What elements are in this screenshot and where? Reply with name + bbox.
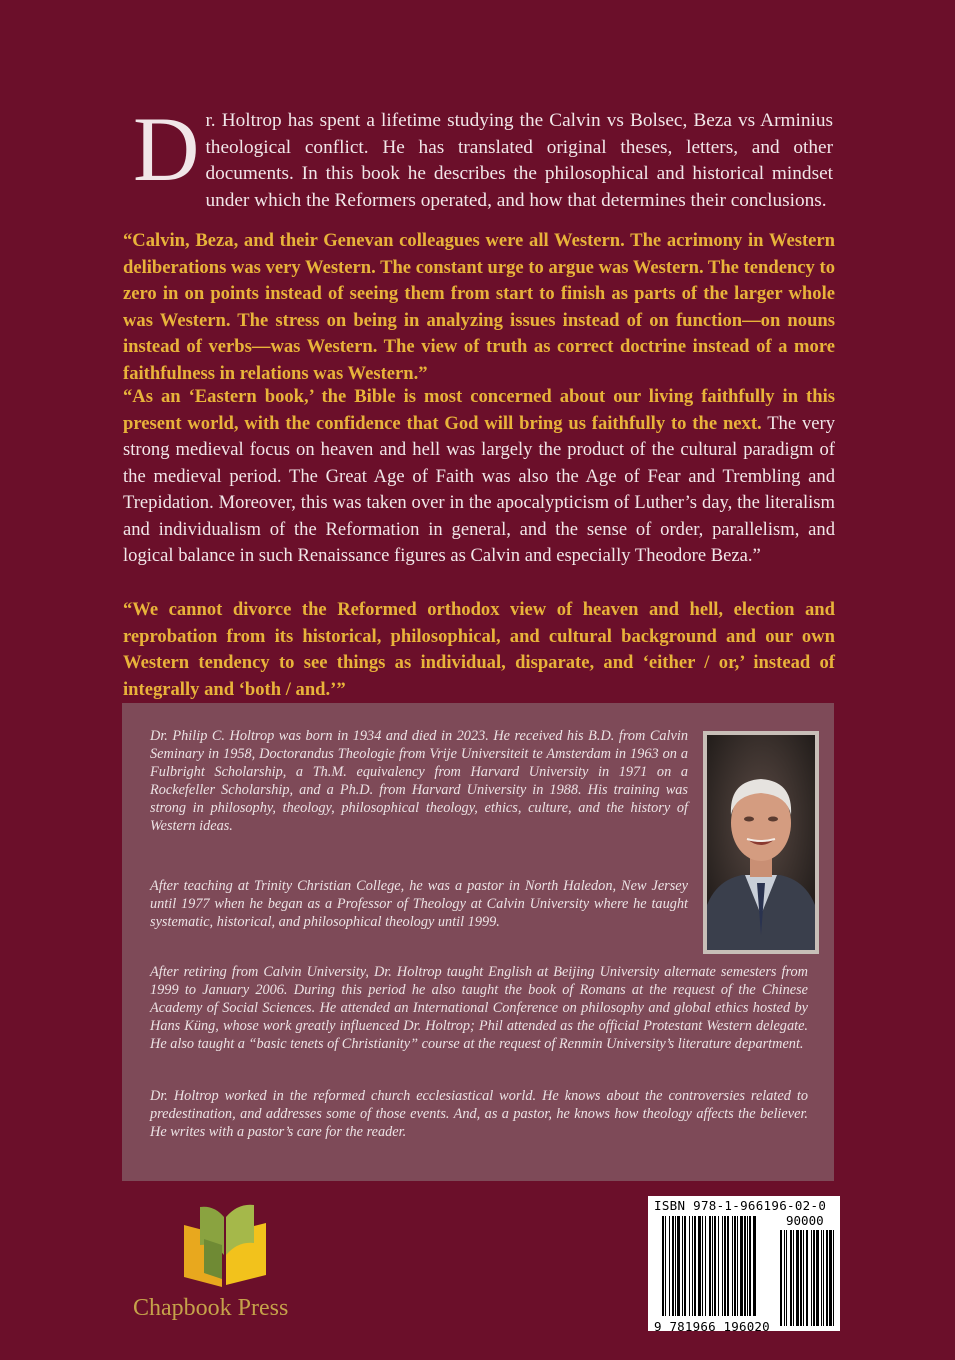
barcode-addon-bar (811, 1230, 812, 1326)
barcode-bar (662, 1216, 664, 1316)
barcode-addon-bar (813, 1230, 815, 1326)
barcode-bar (682, 1216, 683, 1316)
barcode-addon-bar (790, 1230, 792, 1326)
barcode-addon-bar (829, 1230, 832, 1326)
barcode-addon-bar (806, 1230, 808, 1326)
barcode-addon-bar (816, 1230, 819, 1326)
barcode-bar (714, 1216, 716, 1316)
isbn-label: ISBN 978-1-966196-02-0 (654, 1198, 827, 1213)
quote-western: “Calvin, Beza, and their Genevan colleagues were all Western. The acrimony in Western deliberations was very Western. The constant urge to argue was Western. The tendency to zero in on points instead of seeing them from start to finish as parts of the larger whole was Western. The stress on being in analyzing issues instead of on function—on nouns instead of verbs—was Western. The view of truth as correct doctrine instead of a more faithfulness in relations was Western.” (123, 230, 835, 384)
quote-eastern-highlight: “As an ‘Eastern book,’ the Bible is most concerned about our living faithfully in this present world, with the confidence that God will bring us faithfully to the next. (123, 386, 835, 434)
barcode-bar (677, 1216, 680, 1316)
barcode-bar (734, 1216, 736, 1316)
barcode-bar (737, 1216, 738, 1316)
barcode-addon-bar (823, 1230, 824, 1326)
barcode-bar (740, 1216, 743, 1316)
ean-digits: 9 781966 196020 (654, 1319, 770, 1334)
bio-paragraph-4: Dr. Holtrop worked in the reformed church ecclesiastical world. He knows about the controversies related to predestination, and addresses some of those events. And, as a pastor, he knows how theology affects the believer. He writes with a pastor’s care for the reader. (150, 1088, 808, 1140)
barcode-addon-bar (800, 1230, 802, 1326)
barcode-bar (705, 1216, 706, 1316)
barcode-addon-bar (826, 1230, 828, 1326)
bio-paragraph-3: After retiring from Calvin University, Dr. Holtrop taught English at Beijing University alternate semesters from 1999 to January 2006. During this period he also taught the book of Romans at the request of the Chinese Academy of Social Sciences. He attended an International Conference on philosophy and global ethics hosted by Hans Küng, whose work greatly influenced Dr. Holtrop; Phil attended as the official Protestant Western delegate. He also taught a “basic tenets of Christianity” course at the request of Renmin University’s literature department. (150, 964, 808, 1052)
publisher-name: Chapbook Press (133, 1295, 289, 1321)
barcode-addon-bar (786, 1230, 787, 1326)
description-paragraph (123, 98, 833, 214)
barcode-addon-bar (821, 1230, 822, 1326)
barcode-bar (672, 1216, 674, 1316)
barcode-bar (698, 1216, 701, 1316)
barcode-bar (684, 1216, 686, 1316)
author-portrait-image (707, 735, 815, 950)
bio-paragraph-1: Dr. Philip C. Holtrop was born in 1934 and died in 2023. He received his B.D. from Calvin Seminary in 1958, Doctorandus Theologie from Vrije Universiteit te Amsterdam in 1963 on a Fulbright Scholarship, a Th.M. equivalency from Harvard University in 1971 on a Rockefeller Scholarship, and a Ph.D. from Harvard University in 1988. His training was strong in philosophy, theology, philosophical theology, ethics, culture, and the history of Western ideas. (150, 728, 688, 834)
barcode-addon-bar (796, 1230, 799, 1326)
barcode-bar (669, 1216, 670, 1316)
quote-reformed-orthodox: “We cannot divorce the Reformed orthodox view of heaven and hell, election and reprobation from its historical, philosophical, and cultural background and our own Western tendency to see things as individual, disparate, and ‘either / or,’ instead of integrally and ‘both / and.’” (123, 599, 835, 700)
bio-paragraph-2: After teaching at Trinity Christian College, he was a pastor in North Haledon, New Jersey until 1977 when he began as a Professor of Theology at Calvin University where he taught systematic, historical, and philosophical theology until 1999. (150, 878, 688, 930)
barcode-bar (718, 1216, 719, 1316)
barcode-bar (694, 1216, 696, 1316)
barcode-addon-bar (780, 1230, 782, 1326)
barcode-bar (724, 1216, 726, 1316)
barcode-addon-bar (784, 1230, 785, 1326)
price-code: 90000 (786, 1213, 824, 1228)
barcode-bar (749, 1216, 751, 1316)
barcode-bar (665, 1216, 666, 1316)
author-photo (703, 731, 819, 954)
barcode-bar (727, 1216, 729, 1316)
barcode-bar (702, 1216, 703, 1316)
barcode-bar (722, 1216, 723, 1316)
barcode-bars (648, 1196, 840, 1331)
barcode-addon-bar (793, 1230, 794, 1326)
barcode-bar (712, 1216, 713, 1316)
quote-eastern-rest: The very strong medieval focus on heaven and hell was largely the product of the cultural paradigm of the medieval period. The Great Age of Faith was also the Age of Fear and Trembling and Trepidation. Moreover, this was taken over in the apocalypticism of Luther’s day, the literalism and individualism of the Reformation in general, and the sense of order, parallelism, and logical balance in such Renaissance figures as Calvin and especially Theodore Beza.” (123, 412, 835, 566)
barcode-bar (732, 1216, 733, 1316)
barcode-bar (744, 1216, 746, 1316)
barcode-bar (747, 1216, 748, 1316)
isbn-barcode (648, 1196, 840, 1334)
barcode-addon-bar (833, 1230, 834, 1326)
barcode-bar (689, 1216, 690, 1316)
author-bio-box (122, 703, 834, 1181)
barcode-bar (692, 1216, 693, 1316)
barcode-bar (709, 1216, 711, 1316)
barcode-bar (675, 1216, 676, 1316)
drop-cap: D (133, 98, 200, 200)
barcode-addon-bar (803, 1230, 804, 1326)
quote-eastern-book (123, 384, 835, 570)
publisher-logo-icon (170, 1195, 290, 1295)
barcode-bar (753, 1216, 756, 1316)
description-text: r. Holtrop has spent a lifetime studying the Calvin vs Bolsec, Beza vs Arminius theological conflict. He has translated original theses, letters, and other documents. In this book he describes the philosophical and historical mindset under which the Reformers operated, and how that determines their conclusions. (205, 110, 833, 211)
